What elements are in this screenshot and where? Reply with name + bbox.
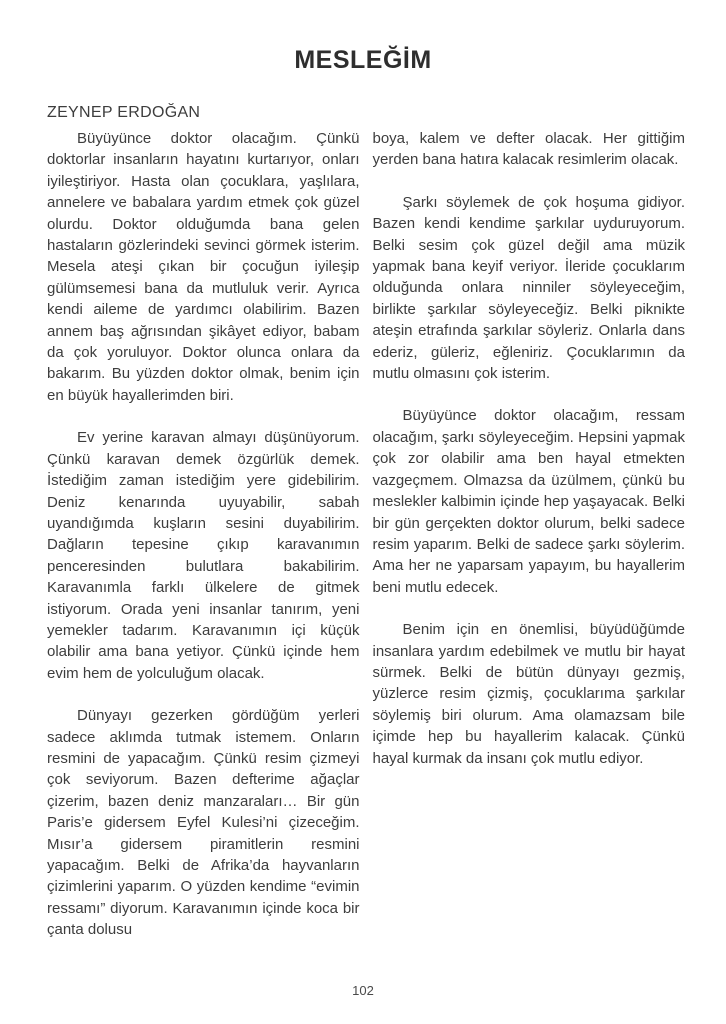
paragraph-conclusion: Benim için en önemlisi, büyüdüğümde insanlara yardım edebilmek ve mutlu bir hayat sürmek. Belki de bütün dünyayı gezmiş, yüzlerce resim çizmiş, çocuklarıma şarkılar söylemiş biri olurum. Ama olamazsam bile içimde hep bu hayallerim kalacak. Çünkü hayal kurmak da insanı çok mutlu ediyor. [372,621,685,767]
two-column-text-body [47,128,685,941]
right-column [373,128,686,941]
paragraph-all-dreams: Büyüyünce doktor olacağım, ressam olacağım, şarkı söyleyeceğim. Hepsini yapmak çok zor olabilir ama ben hayal etmekten vazgeçmem. Olmazsa da üzülmem, çünkü bu meslekler kalbimin içinde hep yaşayacak. Belki bir gün gerçekten doktor olurum, belki sadece resim yaparım. Belki de sadece şarkı söylerim. Ama her ne yaparsam yapayım, bu hayallerim beni mutlu edecek. [372,407,685,596]
paragraph-doctor-dream: Büyüyünce doktor olacağım. Çünkü doktorlar insanların hayatını kurtarıyor, onları iyileştiriyor. Hasta olan çocuklara, yaşlılara, annelere ve babalara yardım etmek çok güzel olurdu. Doktor olduğumda bana gelen hastaların gözlerindeki sevinci görmek isterim. Mesela ateşi çıkan bir çocuğun iyileşip gülümsemesi bana da mutluluk verir. Ayrıca kendi aileme de yardımcı olabilirim. Bazen annem baş ağrısından şikâyet ediyor, babam da çok yoruluyor. Doktor olunca onlara da bakarım. Bu yüzden doktor olmak, benim için en büyük hayallerimden biri. [47,130,360,404]
paragraph-caravan: Ev yerine karavan almayı düşünüyorum. Çünkü karavan demek özgürlük demek. İstediğim zaman istediğim yere gidebilirim. Deniz kenarında uyuyabilir, sabah uyandığımda kuşların sesini duyabilirim. Dağların tepesine çıkıp karavanımın penceresinden bulutlara bakabilirim. Karavanımla farklı ülkelere de gitmek istiyorum. Orada yeni insanlar tanırım, yeni yemekler tadarım. Karavanımın içi küçük olabilir ama bana yetiyor. Çünkü içinde hem evim hem de yolculuğum olacak. [47,429,360,682]
page-number: 102 [352,983,374,998]
left-column [47,128,360,941]
author-name: ZEYNEP ERDOĞAN [47,104,201,121]
paragraph-painting-continuation: boya, kalem ve defter olacak. Her gittiğim yerden bana hatıra kalacak resimlerim olacak. [372,130,685,169]
paragraph-painting-start: Dünyayı gezerken gördüğüm yerleri sadece aklımda tutmak istemem. Onların resmini de yapacağım. Çünkü resim çizmeyi çok seviyorum. Bazen defterime ağaçlar çizerim, bazen deniz manzaraları… Bir gün Paris’e gidersem Eyfel Kulesi’ni çizeceğim. Mısır’a gidersem piramitlerin resmini yapacağım. Belki de Afrika’da hayvanların çizimlerini yaparım. O yüzden kendime “evimin ressamı” diyorum. Karavanımın içinde koca bir çanta dolusu [47,707,360,939]
page-title: MESLEĞİM [294,46,432,74]
paragraph-singing: Şarkı söylemek de çok hoşuma gidiyor. Bazen kendi kendime şarkılar uyduruyorum. Belki sesim çok güzel değil ama müzik yapmak bana keyif veriyor. İleride çocuklarım olduğunda onlara ninniler söyleyeceğim, birlikte şarkılar söyleyeceğiz. Belki piknikte ateşin etrafında şarkılar söyleriz. Onlarla dans ederiz, güleriz, eğleniriz. Çocuklarımın da mutlu olmasını çok isterim. [372,193,685,383]
